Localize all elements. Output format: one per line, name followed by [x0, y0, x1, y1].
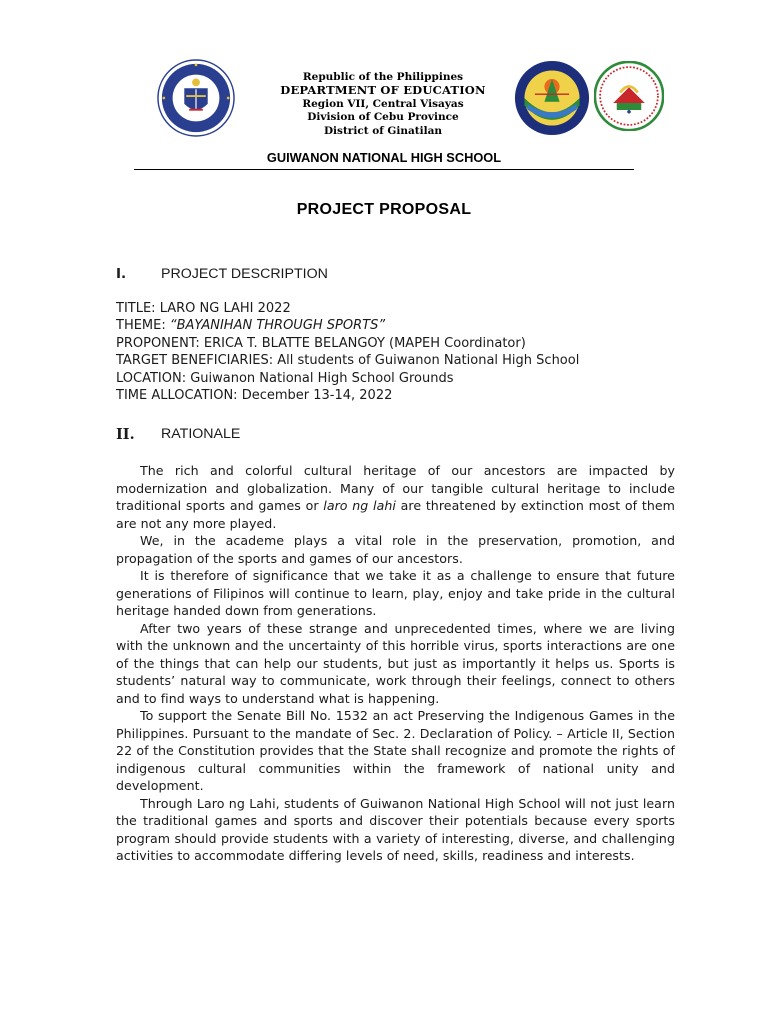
field-label: TARGET BENEFICIARIES: [116, 353, 278, 369]
field-value: December 13-14, 2022 [241, 388, 393, 404]
district-line: District of Ginatilan [323, 124, 443, 137]
field-value: ERICA T. BLATTE BELANGOY (MAPEH Coordinator) [203, 335, 526, 351]
section-2-number: II. [116, 426, 135, 443]
header-divider [134, 169, 634, 170]
field-title [116, 300, 676, 317]
text-run: are threatened by extinction most of them are not any more played. [116, 498, 675, 531]
text-run: The rich and colorful cultural heritage of our ancestors are impacted by modernization and globalization. Many of our tangible cultural heritage to include traditional sports and games or [116, 463, 675, 513]
document-title: PROJECT PROPOSAL [296, 201, 472, 218]
department-line: DEPARTMENT OF EDUCATION [280, 83, 486, 98]
section-1-label: PROJECT DESCRIPTION [161, 266, 328, 282]
division-cebu-seal-logo [514, 60, 590, 136]
republic-line: Republic of the Philippines [302, 71, 464, 83]
field-location [116, 370, 676, 387]
section-1-number: I. [116, 266, 127, 282]
field-time-allocation [116, 387, 676, 404]
field-value: Guiwanon National High School Grounds [190, 370, 454, 386]
field-value: “BAYANIHAN THROUGH SPORTS” [169, 318, 386, 334]
field-target-beneficiaries [116, 352, 676, 369]
italic-term: laro ng lahi [323, 498, 396, 513]
project-details [116, 300, 676, 404]
paragraph: To support the Senate Bill No. 1532 an act Preserving the Indigenous Games in the Philippines. Pursuant to the mandate of Sec. 2. Declaration of Policy. – Article II, Section 22 of the Constitution provides that the State shall recognize and promote the rights of indigenous cultural communities within the framework of national unity and development. [116, 708, 675, 793]
paragraph [116, 462, 675, 532]
paragraph: After two years of these strange and unprecedented times, where we are living with the unknown and the uncertainty of this horrible virus, sports interactions are one of the things that can help our students, but just as importantly it helps us. Sports is students’ natural way to communicate, work through their feelings, connect to others and to find ways to understand what is happening. [116, 620, 675, 706]
paragraph: Through Laro ng Lahi, students of Guiwanon National High School will not just learn the traditional games and sports and discover their potentials because every sports program should provide students with a variety of interesting, diverse, and challenging activities to accommodate differing levels of need, skills, readiness and interests. [116, 795, 675, 863]
region-line: Region VII, Central Visayas [302, 97, 464, 110]
rationale-text [116, 462, 675, 865]
field-label: LOCATION: [116, 370, 191, 386]
deped-seal-logo [157, 59, 235, 137]
paragraph: It is therefore of significance that we take it as a challenge to ensure that future generations of Filipinos will continue to learn, play, enjoy and take pride in the cultural heritage handed down from generations. [116, 568, 675, 618]
district-ginatilan-seal-logo [594, 61, 664, 131]
letterhead [245, 71, 521, 138]
field-label: THEME: [116, 318, 170, 334]
field-value: LARO NG LAHI 2022 [159, 301, 291, 316]
division-line: Division of Cebu Province [307, 111, 459, 124]
field-label: PROPONENT: [116, 335, 204, 351]
section-2-label: RATIONALE [161, 426, 241, 442]
paragraph: We, in the academe plays a vital role in the preservation, promotion, and propagation of the sports and games of our ancestors. [116, 533, 675, 566]
field-value: All students of Guiwanon National High School [277, 353, 580, 369]
school-name: GUIWANON NATIONAL HIGH SCHOOL [266, 150, 502, 165]
field-theme [116, 317, 676, 334]
field-label: TIME ALLOCATION: [116, 388, 242, 404]
field-proponent [116, 335, 676, 352]
field-label: TITLE: [116, 301, 160, 316]
